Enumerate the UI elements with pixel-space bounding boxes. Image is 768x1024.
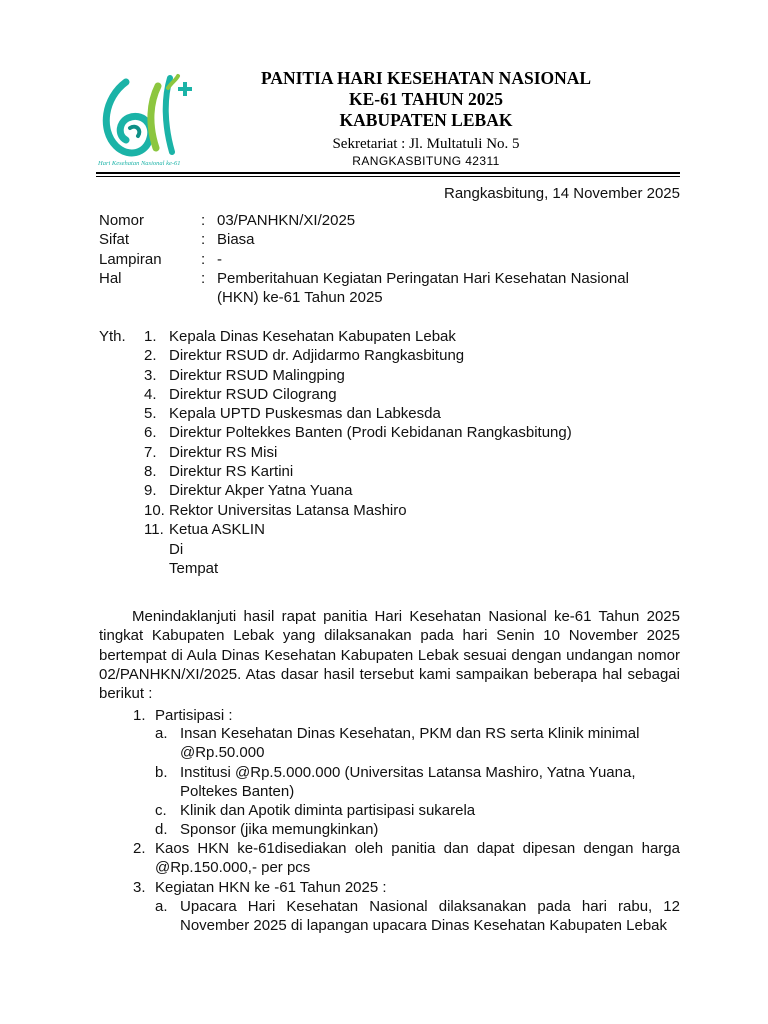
hal-label: Hal [99, 269, 122, 287]
recipient-name: Kepala Dinas Kesehatan Kabupaten Lebak [169, 328, 456, 345]
recipient-item [0, 443, 768, 462]
recipient-item [0, 481, 768, 500]
letterhead-city-zip: RANGKASBITUNG 42311 [352, 154, 500, 168]
logo-tagline: Hari Kesehatan Nasional ke-61 [98, 160, 181, 167]
recipient-item [0, 327, 768, 346]
sub-number: a. [155, 898, 168, 915]
recipient-number: 10. [144, 501, 165, 519]
recipient-name: Rektor Universitas Latansa Mashiro [169, 501, 407, 519]
recipient-number: 3. [144, 366, 157, 384]
recipient-item [0, 404, 768, 423]
recipient-name: Direktur RSUD dr. Adjidarmo Rangkasbitung [169, 347, 465, 365]
recipient-item [0, 462, 768, 481]
recipient-number: 11. [144, 520, 164, 538]
lampiran-value: - [217, 250, 222, 268]
point-text: Kaos HKN ke-61disediakan oleh panitia dan dapat dipesan dengan harga @Rp.150.000,- per pcs [155, 840, 680, 877]
letterhead [226, 68, 626, 169]
recipient-item [0, 385, 768, 404]
sub-text: Upacara Hari Kesehatan Nasional dilaksanakan pada hari rabu, 12 November 2025 di lapangan upacara Dinas Kesehatan Kabupaten Lebak [180, 898, 680, 935]
recipient-number: 2. [144, 347, 157, 365]
letterhead-divider-thin [96, 176, 680, 177]
sub-text: Insan Kesehatan Dinas Kesehatan, PKM dan RS serta Klinik minimal @Rp.50.000 [180, 725, 640, 762]
sub-text: Institusi @Rp.5.000.000 (Universitas Latansa Mashiro, Yatna Yuana, Poltekes Banten) [180, 764, 636, 801]
recipient-item [0, 346, 768, 365]
recipient-di: Di [169, 541, 184, 558]
colon: : [201, 231, 206, 249]
letterhead-title-line2: KE-61 TAHUN 2025 [349, 89, 503, 109]
sub-number: d. [155, 821, 168, 838]
recipients-label: Yth. [99, 328, 126, 345]
sifat-label: Sifat [99, 231, 130, 249]
letterhead-divider-thick [96, 172, 680, 174]
recipient-name: Direktur Akper Yatna Yuana [169, 482, 353, 500]
nomor-value: 03/PANHKN/XI/2025 [217, 212, 356, 229]
hal-value [217, 269, 667, 308]
recipient-name: Direktur RS Kartini [169, 463, 294, 481]
sub-number: a. [155, 725, 168, 742]
hkn-61-logo [96, 68, 200, 168]
recipient-number: 1. [144, 328, 157, 345]
hal-value-line1: Pemberitahuan Kegiatan Peringatan Hari Kesehatan Nasional [217, 269, 629, 287]
colon: : [201, 212, 206, 229]
sub-text: Klinik dan Apotik diminta partisipasi sukarela [180, 802, 476, 819]
recipient-name: Direktur Poltekkes Banten (Prodi Kebidanan Rangkasbitung) [169, 424, 572, 442]
recipient-item [0, 520, 768, 539]
letterhead-title-line1: PANITIA HARI KESEHATAN NASIONAL [260, 68, 592, 88]
sub-text: Sponsor (jika memungkinkan) [180, 821, 379, 838]
letterhead-address: Sekretariat : Jl. Multatuli No. 5 [332, 136, 520, 152]
recipient-name: Direktur RSUD Malingping [169, 366, 345, 384]
point-title: Partisipasi : [155, 707, 233, 724]
recipient-number: 9. [144, 482, 157, 500]
colon: : [201, 269, 206, 287]
recipient-number: 6. [144, 424, 157, 442]
point-number: 2. [133, 840, 146, 857]
recipient-item [0, 501, 768, 520]
lampiran-label: Lampiran [99, 250, 162, 268]
sub-number: b. [155, 764, 168, 781]
body-paragraph: Menindaklanjuti hasil rapat panitia Hari Kesehatan Nasional ke-61 Tahun 2025 tingkat Kabupaten Lebak yang dilaksanakan pada hari Senin 10 November 2025 bertempat di Aula Dinas Kesehatan Kabupaten Lebak sesuai dengan undangan nomor 02/PANHKN/XI/2025. Atas dasar hasil tersebut kami sampaikan beberapa hal sebagai berikut : [99, 608, 680, 703]
recipient-item [0, 423, 768, 442]
recipient-name: Direktur RS Misi [169, 443, 278, 461]
letterhead-title-line3: KABUPATEN LEBAK [339, 110, 513, 130]
point-title: Kegiatan HKN ke -61 Tahun 2025 : [155, 879, 387, 896]
point-number: 1. [133, 707, 146, 724]
point-number: 3. [133, 879, 146, 896]
place-date: Rangkasbitung, 14 November 2025 [444, 185, 680, 202]
recipient-name: Kepala UPTD Puskesmas dan Labkesda [169, 405, 441, 423]
recipient-name: Direktur RSUD Cilograng [169, 385, 337, 403]
nomor-label: Nomor [99, 212, 145, 229]
sifat-value: Biasa [217, 231, 255, 249]
recipient-number: 7. [144, 443, 157, 461]
recipient-name: Ketua ASKLIN [169, 520, 265, 538]
hal-value-line2: (HKN) ke-61 Tahun 2025 [217, 289, 383, 307]
recipient-number: 5. [144, 405, 157, 423]
sub-number: c. [155, 802, 167, 819]
recipient-list [0, 327, 768, 539]
recipient-item [0, 366, 768, 385]
recipient-number: 8. [144, 463, 157, 481]
colon: : [201, 250, 206, 268]
recipient-number: 4. [144, 385, 157, 403]
recipient-tempat: Tempat [169, 560, 219, 577]
